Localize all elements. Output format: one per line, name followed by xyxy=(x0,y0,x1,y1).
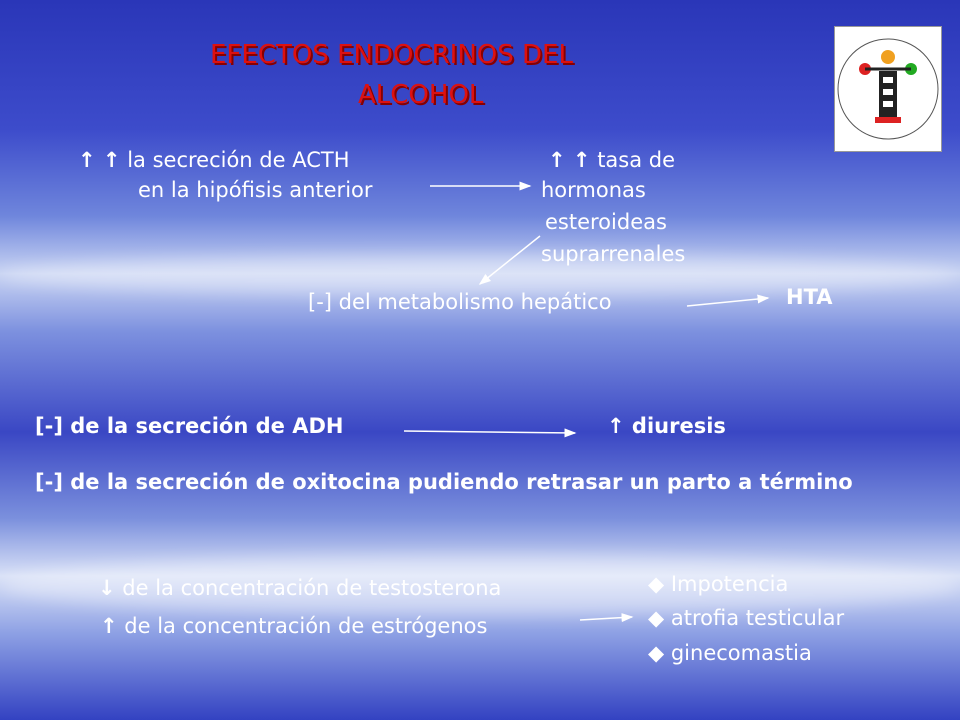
arrow-metabolism-to-hta xyxy=(687,298,768,306)
testosterona-text: de la concentración de testosterona xyxy=(122,576,502,600)
adh-text: de la secreción de ADH xyxy=(70,414,344,438)
row1-left-line2: en la hipófisis anterior xyxy=(138,178,373,202)
arrow-hormonas-to-metabolism xyxy=(480,236,540,284)
row1-right-line4: suprarrenales xyxy=(541,242,686,266)
slide-title-line2: ALCOHOL xyxy=(358,80,484,110)
up-arrow-icon: ↑ xyxy=(607,414,625,438)
diuresis-text: diuresis xyxy=(631,414,726,438)
acth-text: la secreción de ACTH xyxy=(127,148,350,172)
diamond-bullet-icon: ◆ xyxy=(648,641,665,665)
row1-right-line2: hormonas xyxy=(541,178,646,202)
hta-label: HTA xyxy=(786,285,833,309)
diamond-bullet-icon: ◆ xyxy=(648,572,665,596)
bracket-symbol: [-] xyxy=(308,290,332,314)
bracket-symbol: [-] xyxy=(35,470,63,494)
down-arrow-icon: ↓ xyxy=(98,576,116,600)
slide-title-line1: EFECTOS ENDOCRINOS DEL xyxy=(210,40,573,70)
tasa-text: tasa de xyxy=(597,148,676,172)
hepatic-text: del metabolismo hepático xyxy=(338,290,612,314)
up-arrows-icon: ↑ ↑ xyxy=(548,148,591,172)
effect-label: ginecomastia xyxy=(670,641,812,665)
up-arrows-icon: ↑ ↑ xyxy=(78,148,121,172)
row1-right-line3: esteroideas xyxy=(545,210,667,234)
arrow-adh-to-diuresis xyxy=(404,431,575,433)
up-arrow-icon: ↑ xyxy=(100,614,118,638)
diamond-bullet-icon: ◆ xyxy=(648,606,665,630)
estrogenos-text: de la concentración de estrógenos xyxy=(124,614,488,638)
oxitocina-text: de la secreción de oxitocina pudiendo retrasar un parto a término xyxy=(70,470,853,494)
effect-label: Impotencia xyxy=(670,572,789,596)
arrow-hormones-to-effects xyxy=(580,617,632,620)
bracket-symbol: [-] xyxy=(35,414,63,438)
effect-label: atrofia testicular xyxy=(670,606,845,630)
